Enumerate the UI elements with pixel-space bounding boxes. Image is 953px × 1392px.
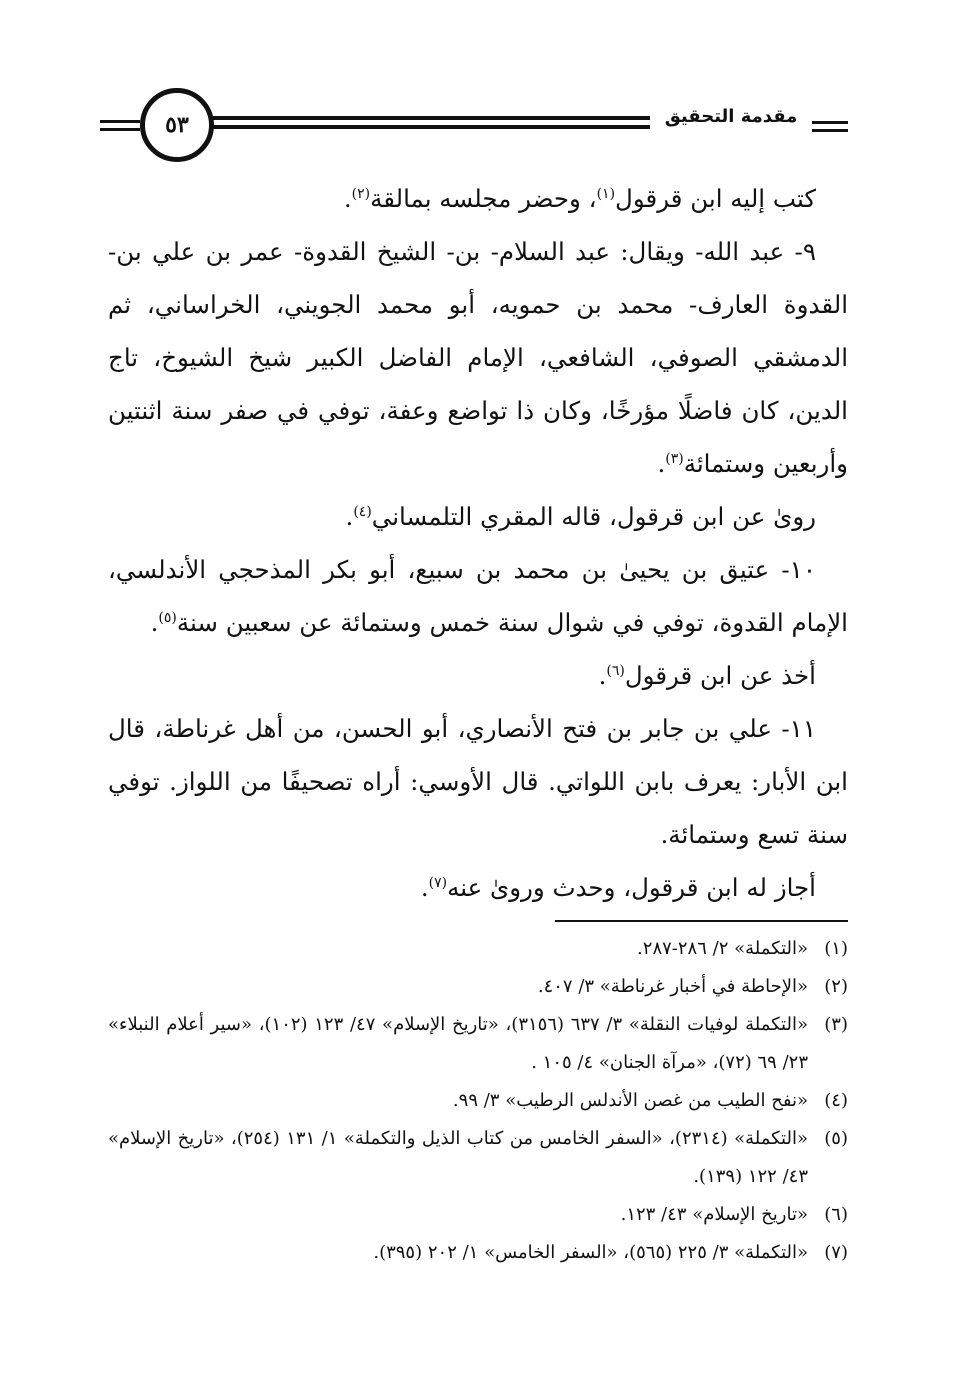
- footnote: [108, 1196, 848, 1234]
- paragraph: كتب إليه ابن قرقول$^{(١)}$، وحضر مجلسه بمالقة$^{(٢)}$.: [343, 184, 816, 213]
- footnote-text: «التكملة» ٢/ ٢٨٦-٢٨٧.: [637, 938, 808, 959]
- header-rule: [210, 116, 650, 120]
- footnote: [108, 1120, 848, 1196]
- page-number: ٥٣: [140, 88, 214, 162]
- header-rule: [812, 121, 848, 124]
- section-title: مقدمة التحقيق: [664, 106, 798, 127]
- footnote-ref[interactable]: (٧): [428, 874, 448, 891]
- footnote-text: «تاريخ الإسلام» ٤٣/ ١٢٣.: [620, 1204, 808, 1225]
- header-rule: [210, 125, 650, 129]
- main-text: [108, 172, 848, 914]
- footnote-number: (٢): [824, 976, 848, 997]
- footnote-number: (٧): [824, 1242, 848, 1263]
- paragraph: أجاز له ابن قرقول، وحدث وروىٰ عنه$^{(٧)}$.: [420, 873, 816, 902]
- footnote: [108, 968, 848, 1006]
- footnote-text: «الإحاطة في أخبار غرناطة» ٣/ ٤٠٧.: [537, 976, 808, 997]
- footnote-ref[interactable]: (٤): [353, 503, 372, 520]
- footnote-separator: [555, 920, 848, 922]
- header-rule: [812, 129, 848, 132]
- footnote: [108, 930, 848, 968]
- footnote-number: (٥): [824, 1128, 848, 1149]
- footnote-number: (٣): [824, 1014, 848, 1035]
- paragraph: روىٰ عن ابن قرقول، قاله المقري التلمساني$^{(٤)}$.: [345, 502, 816, 531]
- footnote-ref[interactable]: (٢): [351, 185, 371, 202]
- footnote-number: (٦): [824, 1204, 848, 1225]
- footnote-text: «نفح الطيب من غصن الأندلس الرطيب» ٣/ ٩٩.: [452, 1090, 808, 1111]
- page-header: [100, 92, 860, 162]
- footnote: [108, 1006, 848, 1082]
- footnote-ref[interactable]: (٦): [606, 662, 625, 679]
- footnote-ref[interactable]: (٣): [665, 450, 684, 467]
- footnote-ref[interactable]: (١): [596, 185, 616, 202]
- footnote-text: «التكملة» (٢٣١٤)، «السفر الخامس من كتاب الذيل والتكملة» ١/ ١٣١ (٢٥٤)، «تاريخ الإسلام» ٤٣/ ١٢٢ (١٣٩).: [108, 1128, 808, 1187]
- footnote: [108, 1082, 848, 1120]
- paragraph: أخذ عن ابن قرقول$^{(٦)}$.: [598, 661, 816, 690]
- footnote-number: (٤): [824, 1090, 848, 1111]
- footnote-number: (١): [824, 938, 848, 959]
- footnote: [108, 1234, 848, 1272]
- header-rule: [100, 120, 140, 123]
- footnote-ref[interactable]: (٥): [158, 609, 177, 626]
- footnote-text: «التكملة لوفيات النقلة» ٣/ ٦٣٧ (٣١٥٦)، «تاريخ الإسلام» ٤٧/ ١٢٣ (١٠٢)، «سير أعلام النبلاء» ٢٣/ ٦٩ (٧٢)، «مرآة الجنان» ٤/ ١٠٥ .: [108, 1014, 808, 1073]
- paragraph: ١٠- عتيق بن يحيىٰ بن محمد بن سبيع، أبو بكر المذحجي الأندلسي، الإمام القدوة، توفي في شوال سنة خمس وستمائة عن سعبين سنة$^{(٥)}$.: [108, 555, 848, 637]
- paragraph: ٩- عبد الله- ويقال: عبد السلام- بن- الشيخ القدوة- عمر بن علي بن- القدوة العارف- محمد بن حمويه، أبو محمد الجويني، الخراساني، ثم الدمشقي الصوفي، الشافعي، الإمام الفاضل الكبير شيخ الشيوخ، تاج الدين، كان فاضلًا مؤرخًا، وكان ذا تواضع وعفة، توفي في صفر سنة اثنتين وأربعين وستمائة$^{(٣)}$.: [108, 237, 848, 478]
- paragraph: ١١- علي بن جابر بن فتح الأنصاري، أبو الحسن، من أهل غرناطة، قال ابن الأبار: يعرف بابن اللواتي. قال الأوسي: أراه تصحيفًا من اللواز. توفي سنة تسع وستمائة.: [108, 714, 848, 849]
- header-rule: [100, 128, 140, 131]
- footnote-text: «التكملة» ٣/ ٢٢٥ (٥٦٥)، «السفر الخامس» ١/ ٢٠٢ (٣٩٥).: [373, 1242, 808, 1263]
- footnotes: [108, 930, 848, 1272]
